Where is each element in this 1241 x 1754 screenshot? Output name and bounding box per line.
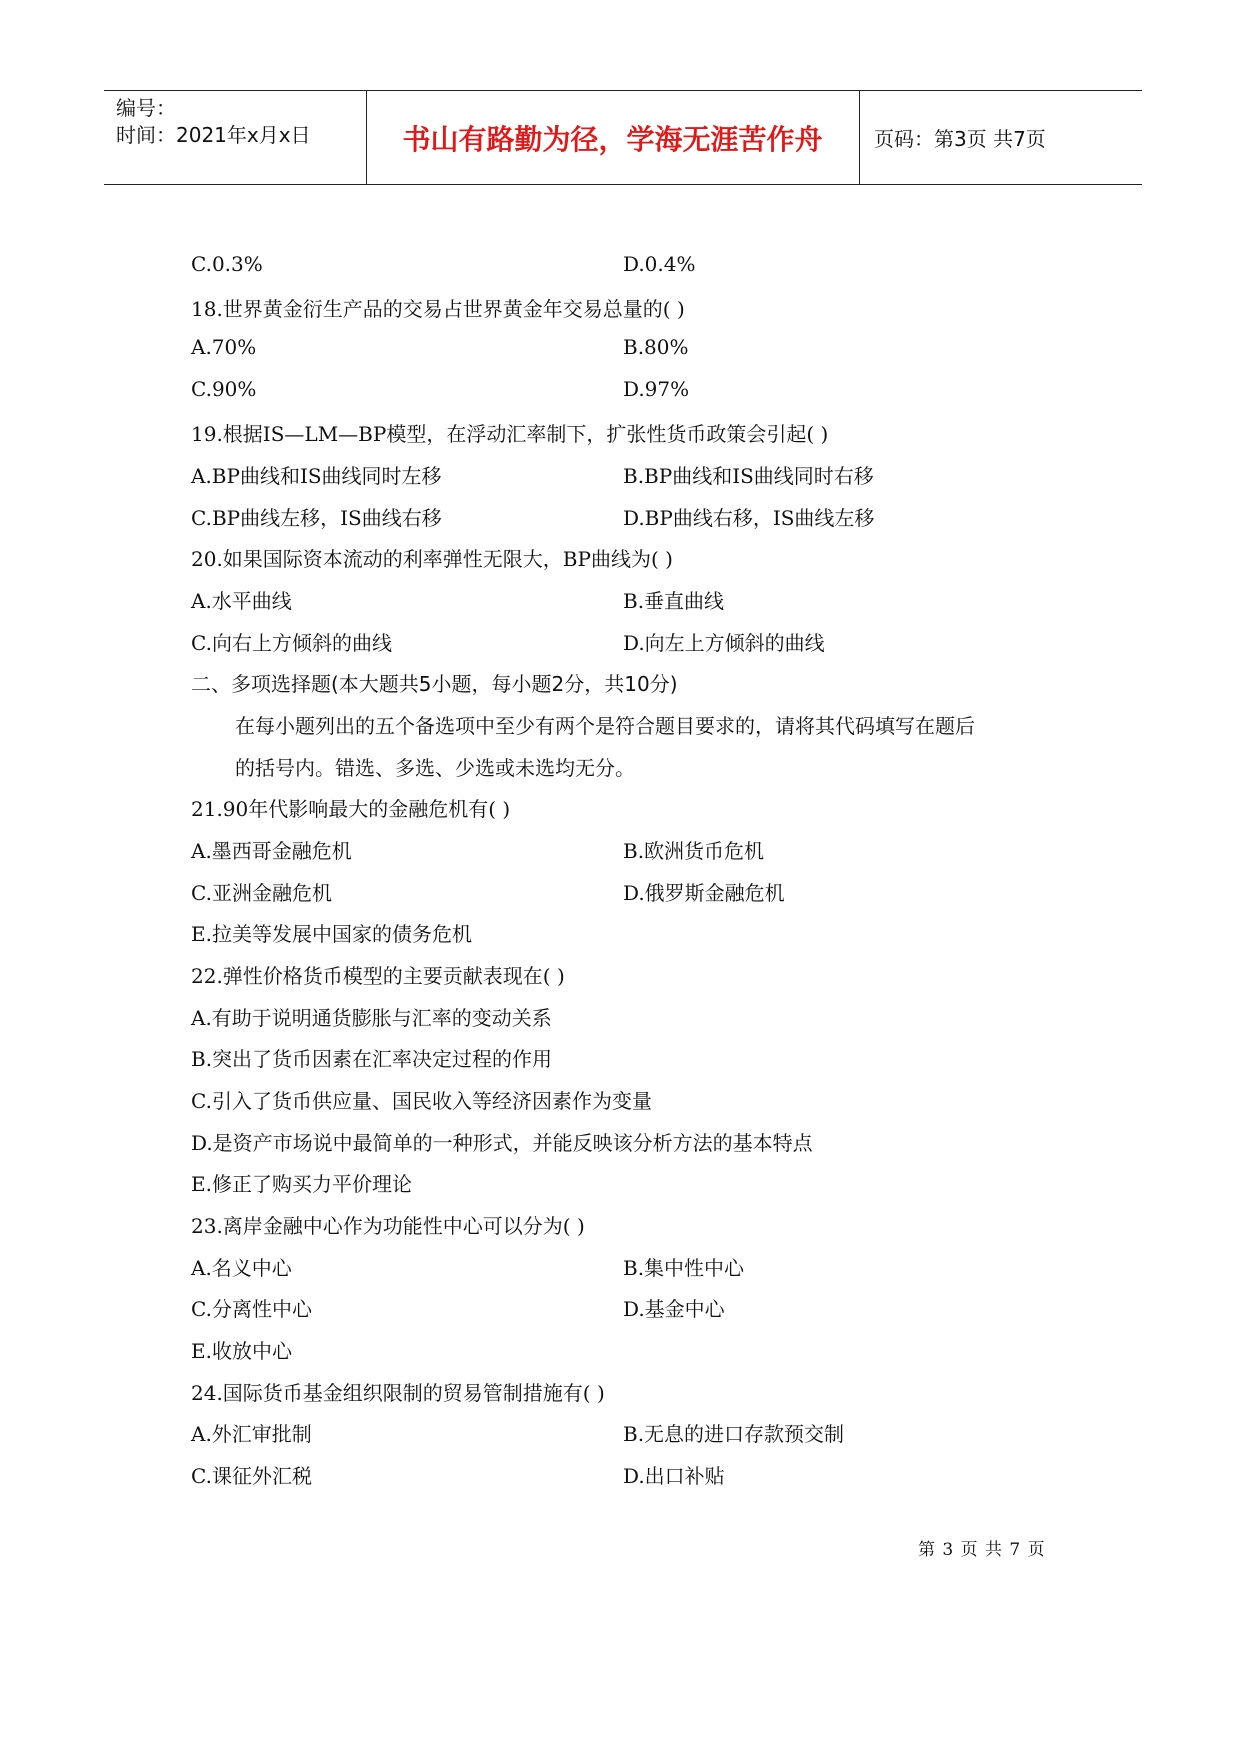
option: E.修正了购买力平价理论	[191, 1172, 412, 1196]
header-motto: 书山有路勤为径，学海无涯苦作舟	[402, 122, 823, 156]
option: B.垂直曲线	[623, 589, 725, 613]
question-19: 19.根据IS—LM—BP模型，在浮动汇率制下，扩张性货币政策会引起( )	[191, 422, 829, 446]
question-22: 22.弹性价格货币模型的主要贡献表现在( )	[191, 964, 565, 988]
option: D.0.4%	[623, 252, 696, 276]
option: D.基金中心	[623, 1297, 725, 1321]
option: A.70%	[191, 335, 257, 359]
time-label: 时间：2021年x月x日	[116, 123, 311, 147]
option: B.集中性中心	[623, 1256, 745, 1280]
option: D.BP曲线右移，IS曲线左移	[623, 506, 875, 530]
option: D.向左上方倾斜的曲线	[623, 631, 825, 655]
number-label: 编号：	[116, 96, 176, 120]
question-18: 18.世界黄金衍生产品的交易占世界黄金年交易总量的( )	[191, 297, 685, 321]
option: B.突出了货币因素在汇率决定过程的作用	[191, 1047, 553, 1071]
header-divider	[859, 91, 860, 184]
option: A.名义中心	[191, 1256, 292, 1280]
option: E.收放中心	[191, 1339, 292, 1363]
section-heading: 二、多项选择题(本大题共5小题，每小题2分，共10分)	[191, 672, 678, 696]
option: B.无息的进口存款预交制	[623, 1422, 845, 1446]
option: C.向右上方倾斜的曲线	[191, 631, 392, 655]
option: A.外汇审批制	[191, 1422, 312, 1446]
question-21: 21.90年代影响最大的金融危机有( )	[191, 797, 511, 821]
option: B.80%	[623, 335, 689, 359]
question-24: 24.国际货币基金组织限制的贸易管制措施有( )	[191, 1381, 605, 1405]
option: E.拉美等发展中国家的债务危机	[191, 922, 472, 946]
option: D.俄罗斯金融危机	[623, 881, 785, 905]
option: C.亚洲金融危机	[191, 881, 332, 905]
page-footer: 第 3 页 共 7 页	[918, 1540, 1046, 1560]
option: B.BP曲线和IS曲线同时右移	[623, 464, 874, 488]
option: A.BP曲线和IS曲线同时左移	[191, 464, 442, 488]
option: D.97%	[623, 377, 690, 401]
page-label: 页码：第3页 共7页	[874, 127, 1046, 151]
section-instructions: 在每小题列出的五个备选项中至少有两个是符合题目要求的，请将其代码填写在题后	[235, 714, 975, 738]
option: C.引入了货币供应量、国民收入等经济因素作为变量	[191, 1089, 652, 1113]
option: B.欧洲货币危机	[623, 839, 765, 863]
option: C.0.3%	[191, 252, 263, 276]
option: C.90%	[191, 377, 257, 401]
question-20: 20.如果国际资本流动的利率弹性无限大，BP曲线为( )	[191, 547, 673, 571]
option: C.BP曲线左移，IS曲线右移	[191, 506, 442, 530]
option: A.有助于说明通货膨胀与汇率的变动关系	[191, 1006, 552, 1030]
option: D.出口补贴	[623, 1464, 725, 1488]
option: C.分离性中心	[191, 1297, 312, 1321]
section-instructions: 的括号内。错选、多选、少选或未选均无分。	[235, 756, 635, 780]
option: D.是资产市场说中最简单的一种形式，并能反映该分析方法的基本特点	[191, 1131, 813, 1155]
question-23: 23.离岸金融中心作为功能性中心可以分为( )	[191, 1214, 585, 1238]
header-meta	[116, 95, 311, 149]
option: A.墨西哥金融危机	[191, 839, 352, 863]
page-header	[104, 90, 1142, 185]
option: A.水平曲线	[191, 589, 292, 613]
option: C.课征外汇税	[191, 1464, 312, 1488]
